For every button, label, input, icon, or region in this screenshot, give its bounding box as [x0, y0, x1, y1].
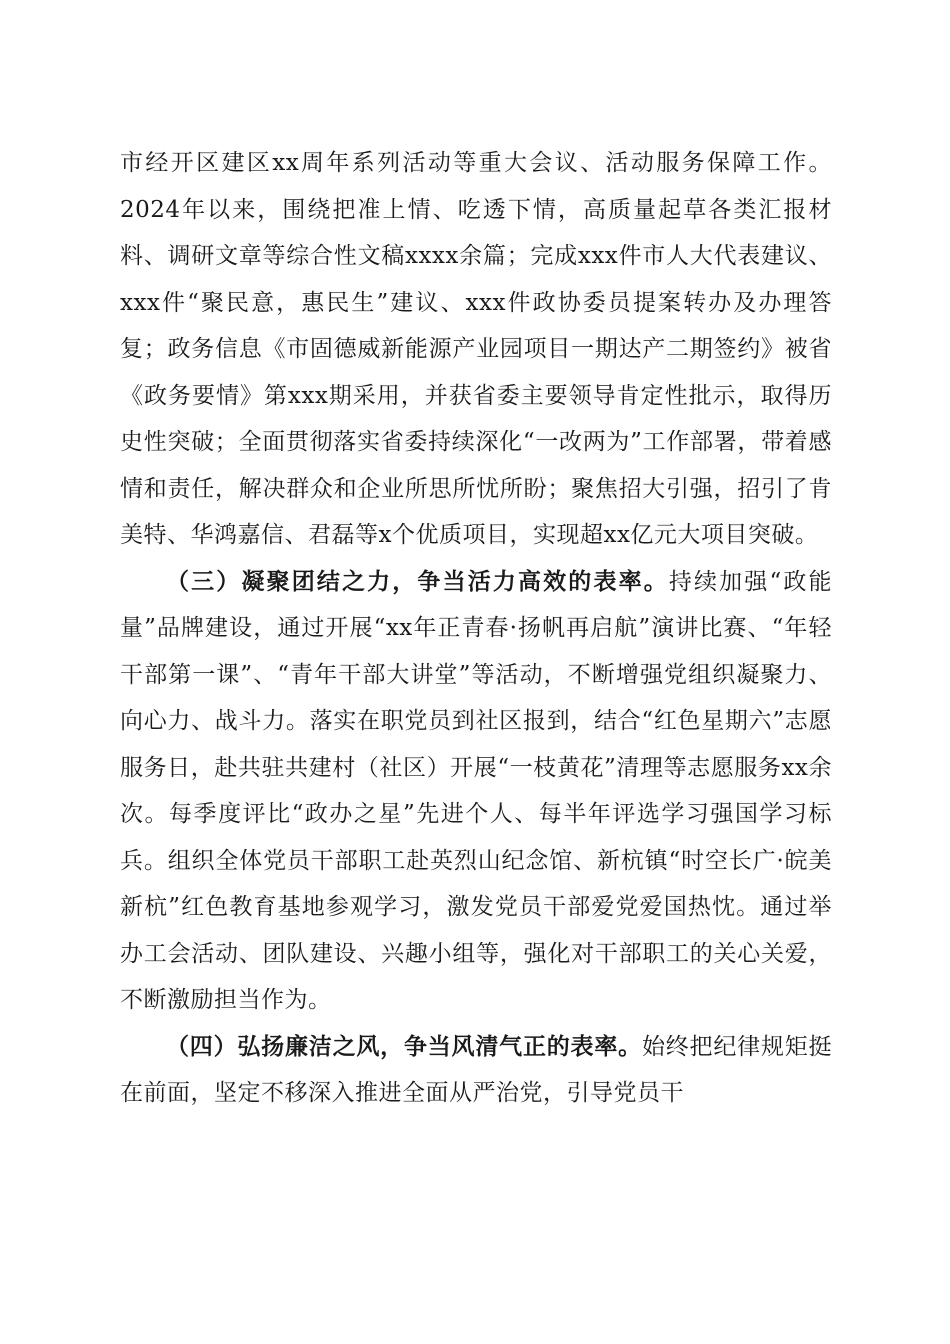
paragraph-continued [120, 140, 832, 559]
paragraph-text: 持续加强“政能量”品牌建设，通过开展“xx年正青春·扬帆再启航”演讲比赛、“年轻干部第一课”、“青年干部大讲堂”等活动，不断增强党组织凝聚力、向心力、战斗力。落实在职党员到社区报到，结合“红色星期六”志愿服务日，赴共驻共建村（社区）开展“一枝黄花”清理等志愿服务xx余次。每季度评比“政办之星”先进个人、每半年评选学习强国学习标兵。组织全体党员干部职工赴英烈山纪念馆、新杭镇“时空长广·皖美新杭”红色教育基地参观学习，激发党员干部爱党爱国热忱。通过举办工会活动、团队建设、兴趣小组等，强化对干部职工的关心关爱，不断激励担当作为。 [120, 568, 832, 1013]
paragraph-section-4 [120, 1024, 832, 1117]
section-heading-3: （三）凝聚团结之力，争当活力高效的表率。 [166, 567, 669, 595]
section-heading-4: （四）弘扬廉洁之风，争当风清气正的表率。 [166, 1032, 642, 1060]
paragraph-text: 始终把纪律规矩挺在前面，坚定不移深入推进全面从严治党，引导党员干 [120, 1033, 833, 1106]
paragraph-section-3 [120, 559, 832, 1024]
paragraph-text: 市经开区建区xx周年系列活动等重大会议、活动服务保障工作。2024年以来，围绕把准上情、吃透下情，高质量起草各类汇报材料、调研文章等综合性文稿xxxx余篇；完成xxx件市人大代表建议、xxx件“聚民意，惠民生”建议、xxx件政协委员提案转办及办理答复；政务信息《市固德威新能源产业园项目一期达产二期签约》被省《政务要情》第xxx期采用，并获省委主要领导肯定性批示，取得历史性突破；全面贯彻落实省委持续深化“一改两为”工作部署，带着感情和责任，解决群众和企业所思所忧所盼；聚焦招大引强，招引了肯美特、华鸿嘉信、君磊等x个优质项目，实现超xx亿元大项目突破。 [120, 150, 832, 548]
document-body [120, 140, 832, 1117]
